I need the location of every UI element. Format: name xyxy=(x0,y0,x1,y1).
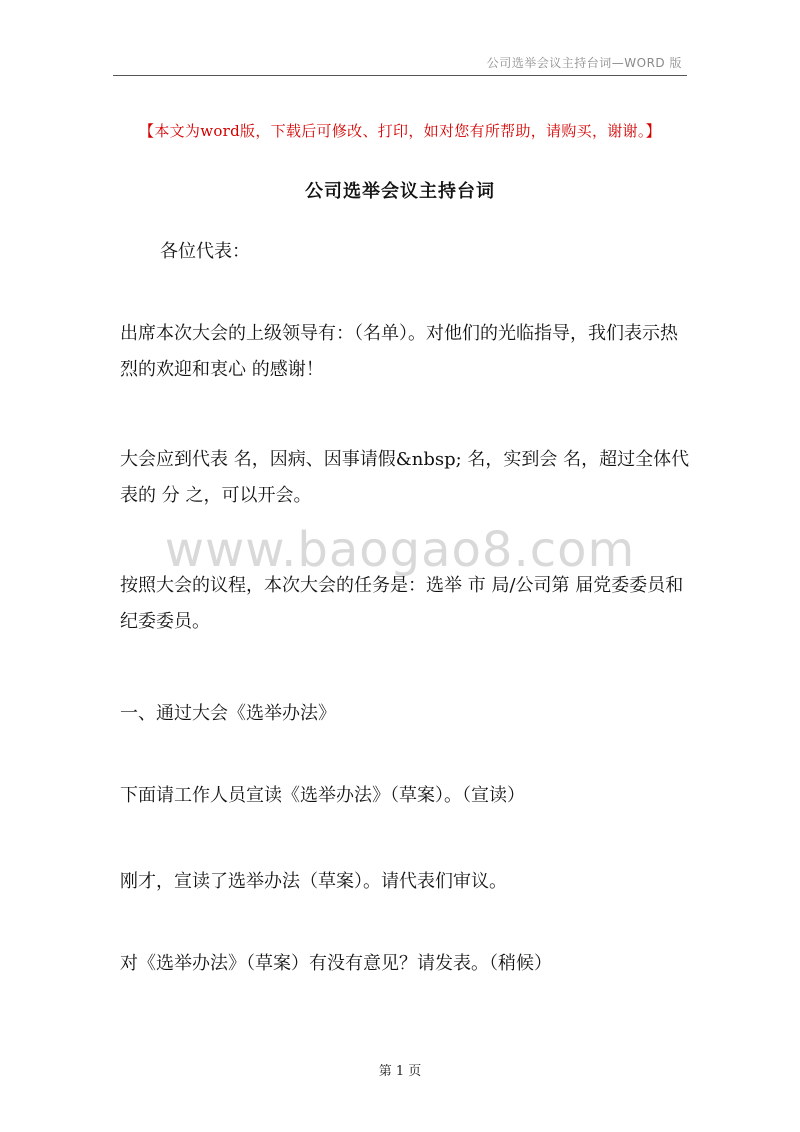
watermark: www.baogao8.com xyxy=(164,522,636,578)
paragraph-leaders: 出席本次大会的上级领导有：（名单）。对他们的光临指导，我们表示热烈的欢迎和衷心 的感谢！ xyxy=(120,323,678,380)
paragraph-review: 刚才，宣读了选举办法（草案）。请代表们审议。 xyxy=(120,871,507,892)
header-divider xyxy=(113,75,687,76)
salutation: 各位代表： xyxy=(160,241,250,262)
paragraph-attendance: 大会应到代表 名，因病、因事请假&nbsp; 名，实到会 名，超过全体代表的 分 之，可以开会。 xyxy=(120,449,690,506)
paragraph-comments: 对《选举办法》（草案）有没有意见？请发表。（稍候） xyxy=(120,953,552,974)
running-header: 公司选举会议主持台词—WORD 版 xyxy=(486,56,682,70)
page-number: 第 1 页 xyxy=(378,1064,422,1079)
paragraph-agenda: 按照大会的议程，本次大会的任务是：选举 市 局/公司第 届党委委员和纪委委员。 xyxy=(120,575,684,632)
paragraph-reading: 下面请工作人员宣读《选举办法》（草案）。（宣读） xyxy=(120,785,525,806)
document-title: 公司选举会议主持台词 xyxy=(305,181,495,202)
purchase-notice: 【本文为word版，下载后可修改、打印，如对您有所帮助，请购买，谢谢。】 xyxy=(139,122,661,140)
section-heading: 一、通过大会《选举办法》 xyxy=(120,703,336,724)
